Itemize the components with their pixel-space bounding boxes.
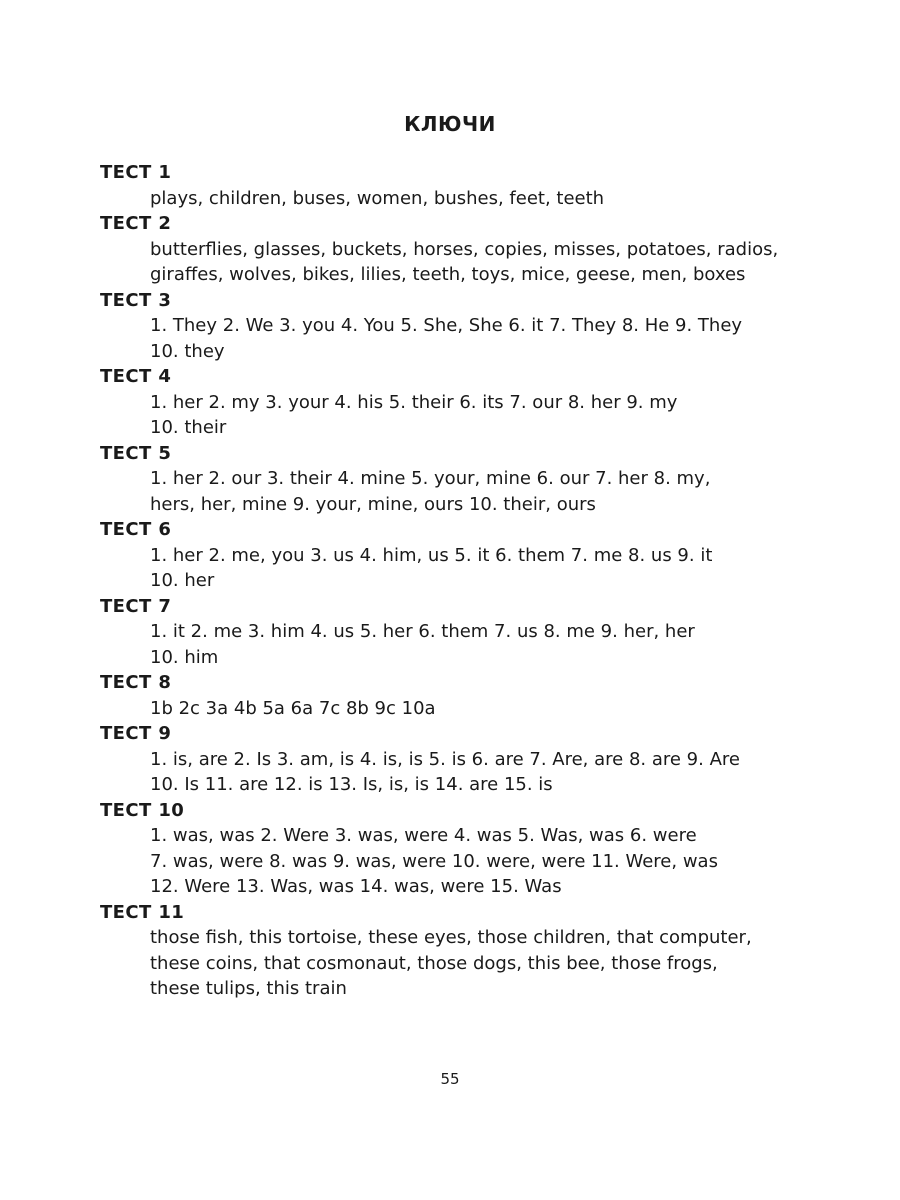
test-heading: ТЕСТ 11 [100,901,185,923]
answer-line: 10. him [150,646,219,668]
test-block-2 [100,211,800,288]
test-block-4 [100,364,800,441]
answer-line: 1. her 2. our 3. their 4. mine 5. your, mine 6. our 7. her 8. my, [150,468,711,489]
answer-line: those fish, this tortoise, these eyes, those children, that computer, [150,927,752,948]
test-heading: ТЕСТ 4 [100,366,172,387]
test-heading: ТЕСТ 9 [100,723,172,744]
test-block-6 [100,517,800,594]
test-block-8 [100,670,800,721]
answer-line: 7. was, were 8. was 9. was, were 10. were, were 11. Were, was [150,850,718,872]
answer-line: 10. their [150,417,227,438]
test-block-3 [100,288,800,365]
answer-line: these tulips, this train [150,978,347,999]
test-block-10 [100,798,800,900]
test-heading: ТЕСТ 1 [100,162,172,183]
answer-line: giraffes, wolves, bikes, lilies, teeth, toys, mice, geese, men, boxes [150,264,746,285]
answer-line: 1. is, are 2. Is 3. am, is 4. is, is 5. is 6. are 7. Are, are 8. are 9. Are [150,748,740,770]
answer-key-list [100,160,800,1002]
answer-line: plays, children, buses, women, bushes, feet, teeth [150,187,605,209]
answer-line: 10. they [150,340,225,362]
answer-line: 10. Is 11. are 12. is 13. Is, is, is 14. are 15. is [150,774,553,795]
answer-line: these coins, that cosmonaut, those dogs, this bee, those frogs, [150,952,718,974]
answer-line: 1. her 2. my 3. your 4. his 5. their 6. its 7. our 8. her 9. my [150,391,678,413]
test-block-1 [100,160,800,211]
test-block-11 [100,900,800,1002]
test-heading: ТЕСТ 2 [100,213,172,234]
page-number: 55 [440,1070,460,1088]
test-block-7 [100,594,800,671]
test-heading: ТЕСТ 5 [100,442,172,464]
test-block-5 [100,441,800,518]
test-heading: ТЕСТ 6 [100,519,172,540]
answer-line: 1. her 2. me, you 3. us 4. him, us 5. it 6. them 7. me 8. us 9. it [150,544,713,566]
page-title: КЛЮЧИ [404,112,496,136]
test-heading: ТЕСТ 7 [100,595,172,617]
answer-line: 1b 2c 3a 4b 5a 6a 7c 8b 9c 10a [150,697,436,719]
test-heading: ТЕСТ 8 [100,672,172,693]
answer-line: hers, her, mine 9. your, mine, ours 10. their, ours [150,493,596,515]
answer-line: 1. was, was 2. Were 3. was, were 4. was 5. Was, was 6. were [150,825,697,846]
test-block-9 [100,721,800,798]
answer-line: butterflies, glasses, buckets, horses, copies, misses, potatoes, radios, [150,238,779,260]
answer-line: 1. They 2. We 3. you 4. You 5. She, She 6. it 7. They 8. He 9. They [150,315,743,336]
test-heading: ТЕСТ 10 [100,799,185,821]
test-heading: ТЕСТ 3 [100,289,172,311]
answer-line: 10. her [150,570,215,591]
answer-line: 12. Were 13. Was, was 14. was, were 15. Was [150,876,562,897]
answer-line: 1. it 2. me 3. him 4. us 5. her 6. them 7. us 8. me 9. her, her [150,621,695,642]
